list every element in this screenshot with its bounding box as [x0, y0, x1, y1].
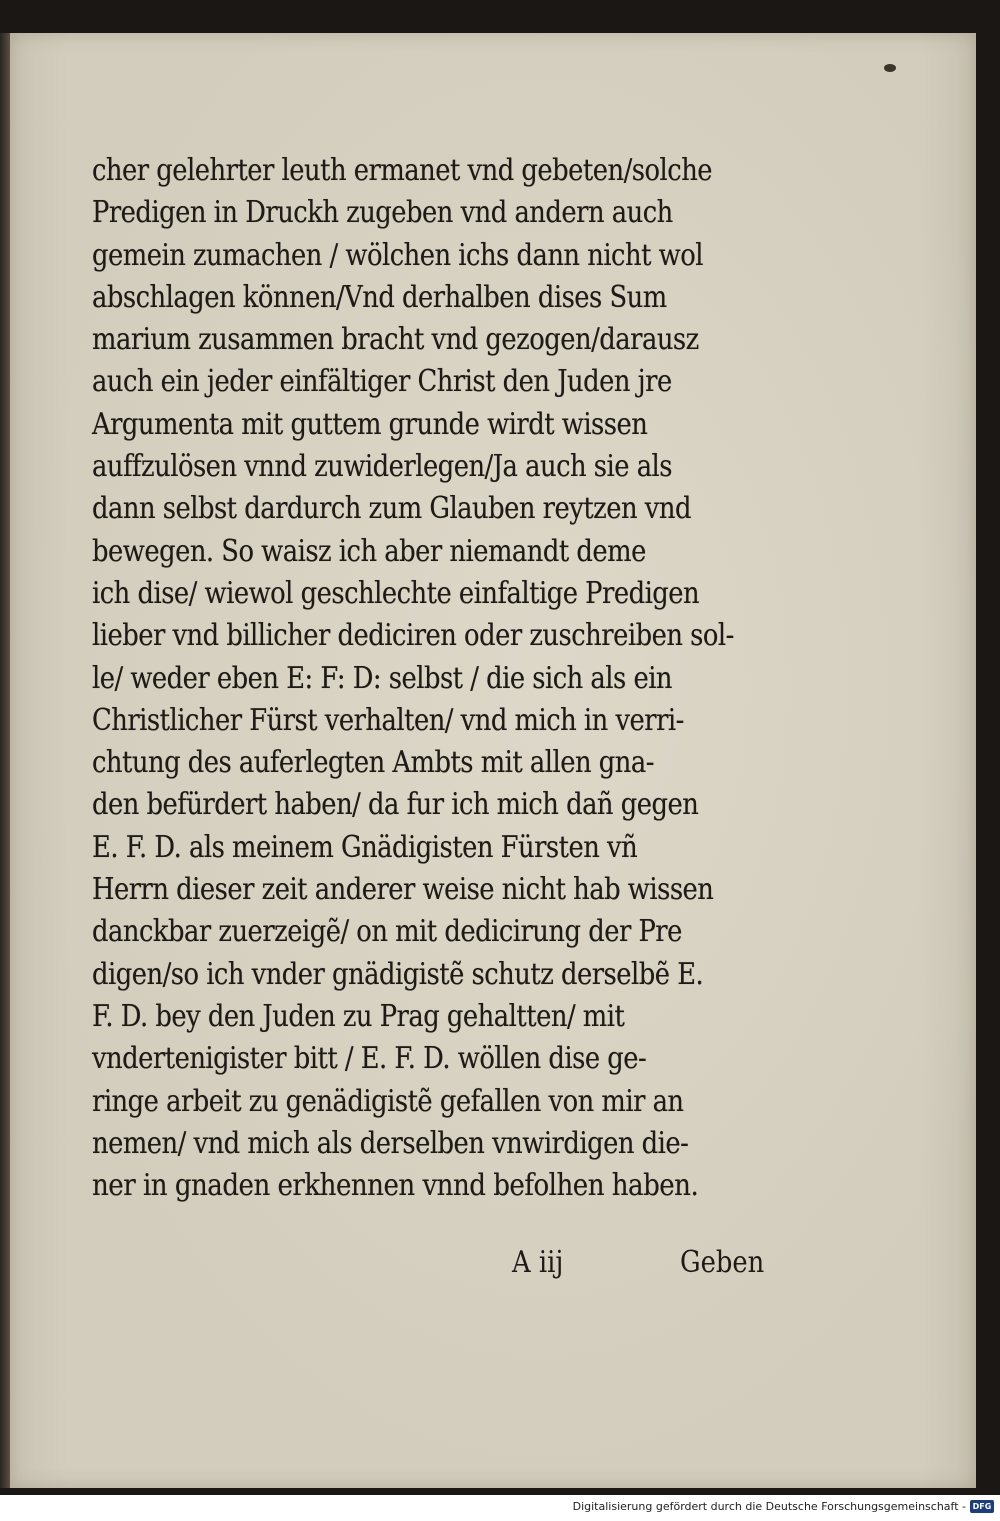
text-line: ringe arbeit zu genädigistẽ gefallen von mir an — [92, 1083, 684, 1119]
text-line: le/ weder eben E: F: D: selbst / die sich als ein — [92, 660, 673, 696]
funding-credit: Digitalisierung gefördert durch die Deutsche Forschungsgemeinschaft - — [572, 1500, 966, 1513]
text-line: den befürdert haben/ da fur ich mich dañ gegen — [92, 787, 699, 823]
catchword: Geben — [680, 1245, 765, 1280]
signature-mark: A iij — [512, 1245, 564, 1280]
text-line: abschlagen können/Vnd derhalben dises Sum — [92, 279, 667, 315]
text-line: gemein zumachen / wölchen ichs dann nicht wol — [92, 237, 703, 273]
text-line: digen/so ich vnder gnädigistẽ schutz derselbẽ E. — [92, 956, 704, 992]
text-line: nemen/ vnd mich als derselben vnwirdigen die- — [92, 1125, 689, 1161]
ink-spot — [884, 64, 896, 72]
text-line: chtung des auferlegten Ambts mit allen gna- — [92, 745, 654, 781]
text-line: marium zusammen bracht vnd gezogen/darausz — [92, 322, 699, 358]
text-line: Herrn dieser zeit anderer weise nicht hab wissen — [92, 872, 714, 908]
page-gutter — [0, 33, 10, 1488]
text-line: auch ein jeder einfältiger Christ den Juden jre — [92, 364, 672, 400]
text-line: F. D. bey den Juden zu Prag gehaltten/ mit — [92, 998, 625, 1034]
text-line: danckbar zuerzeigẽ/ on mit dedicirung der Pre — [92, 914, 682, 950]
text-line: ich dise/ wiewol geschlechte einfaltige Predigen — [92, 575, 700, 611]
text-line: Predigen in Druckh zugeben vnd andern auch — [92, 195, 673, 231]
page-text — [92, 150, 782, 1207]
text-line: ner in gnaden erkhennen vnnd befolhen haben. — [92, 1168, 699, 1204]
text-line: lieber vnd billicher dediciren oder zuschreiben sol- — [92, 618, 734, 654]
text-line: Christlicher Fürst verhalten/ vnd mich in verri- — [92, 702, 684, 738]
dfg-logo: DFG — [970, 1500, 994, 1513]
text-line: dann selbst dardurch zum Glauben reytzen vnd — [92, 491, 691, 527]
text-line: auffzulösen vnnd zuwiderlegen/Ja auch sie als — [92, 449, 673, 485]
text-line: bewegen. So waisz ich aber niemandt deme — [92, 533, 646, 569]
text-line: cher gelehrter leuth ermanet vnd gebeten/solche — [92, 153, 713, 188]
text-line: E. F. D. als meinem Gnädigisten Fürsten vñ — [92, 829, 638, 865]
text-line: Argumenta mit guttem grunde wirdt wissen — [92, 406, 648, 442]
text-line: vndertenigister bitt / E. F. D. wöllen dise ge- — [92, 1041, 647, 1077]
